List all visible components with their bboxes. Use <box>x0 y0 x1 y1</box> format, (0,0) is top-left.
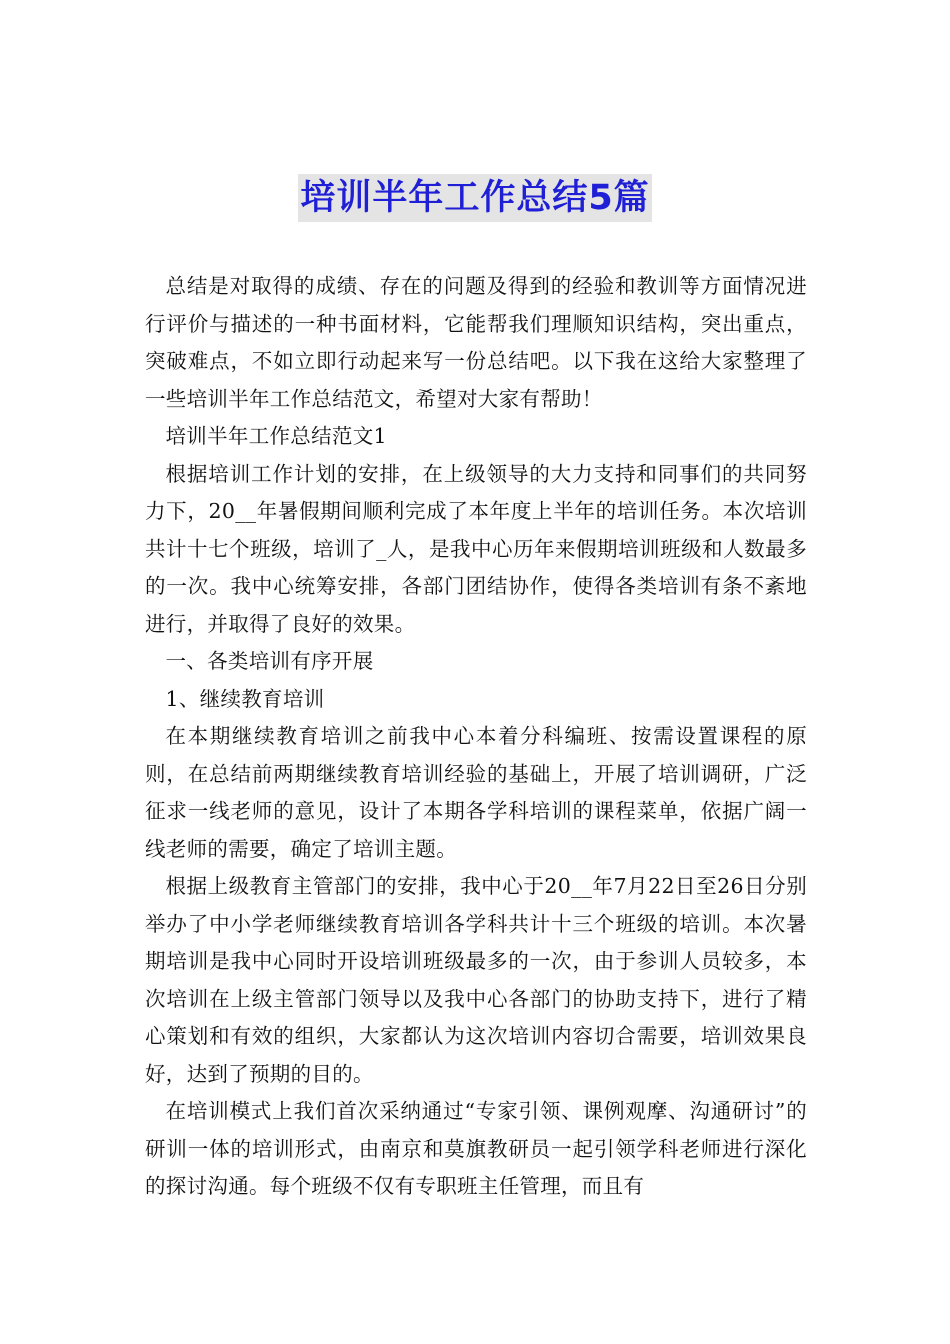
title-container <box>0 174 950 222</box>
document-title: 培训半年工作总结5篇 <box>298 174 651 222</box>
body-paragraph: 在本期继续教育培训之前我中心本着分科编班、按需设置课程的原则，在总结前两期继续教育培训经验的基础上，开展了培训调研，广泛征求一线老师的意见，设计了本期各学科培训的课程菜单，依据广阔一线老师的需要，确定了培训主题。 <box>145 724 807 861</box>
body-paragraph: 根据上级教育主管部门的安排，我中心于20__年7月22日至26日分别举办了中小学老师继续教育培训各学科共计十三个班级的培训。本次暑期培训是我中心同时开设培训班级最多的一次，由于参训人员较多，本次培训在上级主管部门领导以及我中心各部门的协助支持下，进行了精心策划和有效的组织，大家都认为这次培训内容切合需要，培训效果良好，达到了预期的目的。 <box>145 874 807 1086</box>
document-body <box>145 268 807 1206</box>
body-paragraph: 根据培训工作计划的安排，在上级领导的大力支持和同事们的共同努力下，20__年暑假期间顺利完成了本年度上半年的培训任务。本次培训共计十七个班级，培训了_人，是我中心历年来假期培训班级和人数最多的一次。我中心统筹安排，各部门团结协作，使得各类培训有条不紊地进行，并取得了良好的效果。 <box>145 461 807 636</box>
subsection-heading-continuing-education: 1、继续教育培训 <box>165 686 325 711</box>
section-heading-part-1: 一、各类培训有序开展 <box>165 649 374 673</box>
section-heading-sample-1: 培训半年工作总结范文1 <box>165 424 387 448</box>
intro-paragraph: 总结是对取得的成绩、存在的问题及得到的经验和教训等方面情况进行评价与描述的一种书面材料，它能帮我们理顺知识结构，突出重点，突破难点，不如立即行动起来写一份总结吧。以下我在这给大家整理了一些培训半年工作总结范文，希望对大家有帮助！ <box>145 274 807 411</box>
body-paragraph: 在培训模式上我们首次采纳通过“专家引领、课例观摩、沟通研讨”的研训一体的培训形式，由南京和莫旗教研员一起引领学科老师进行深化的探讨沟通。每个班级不仅有专职班主任管理，而且有 <box>145 1099 807 1198</box>
